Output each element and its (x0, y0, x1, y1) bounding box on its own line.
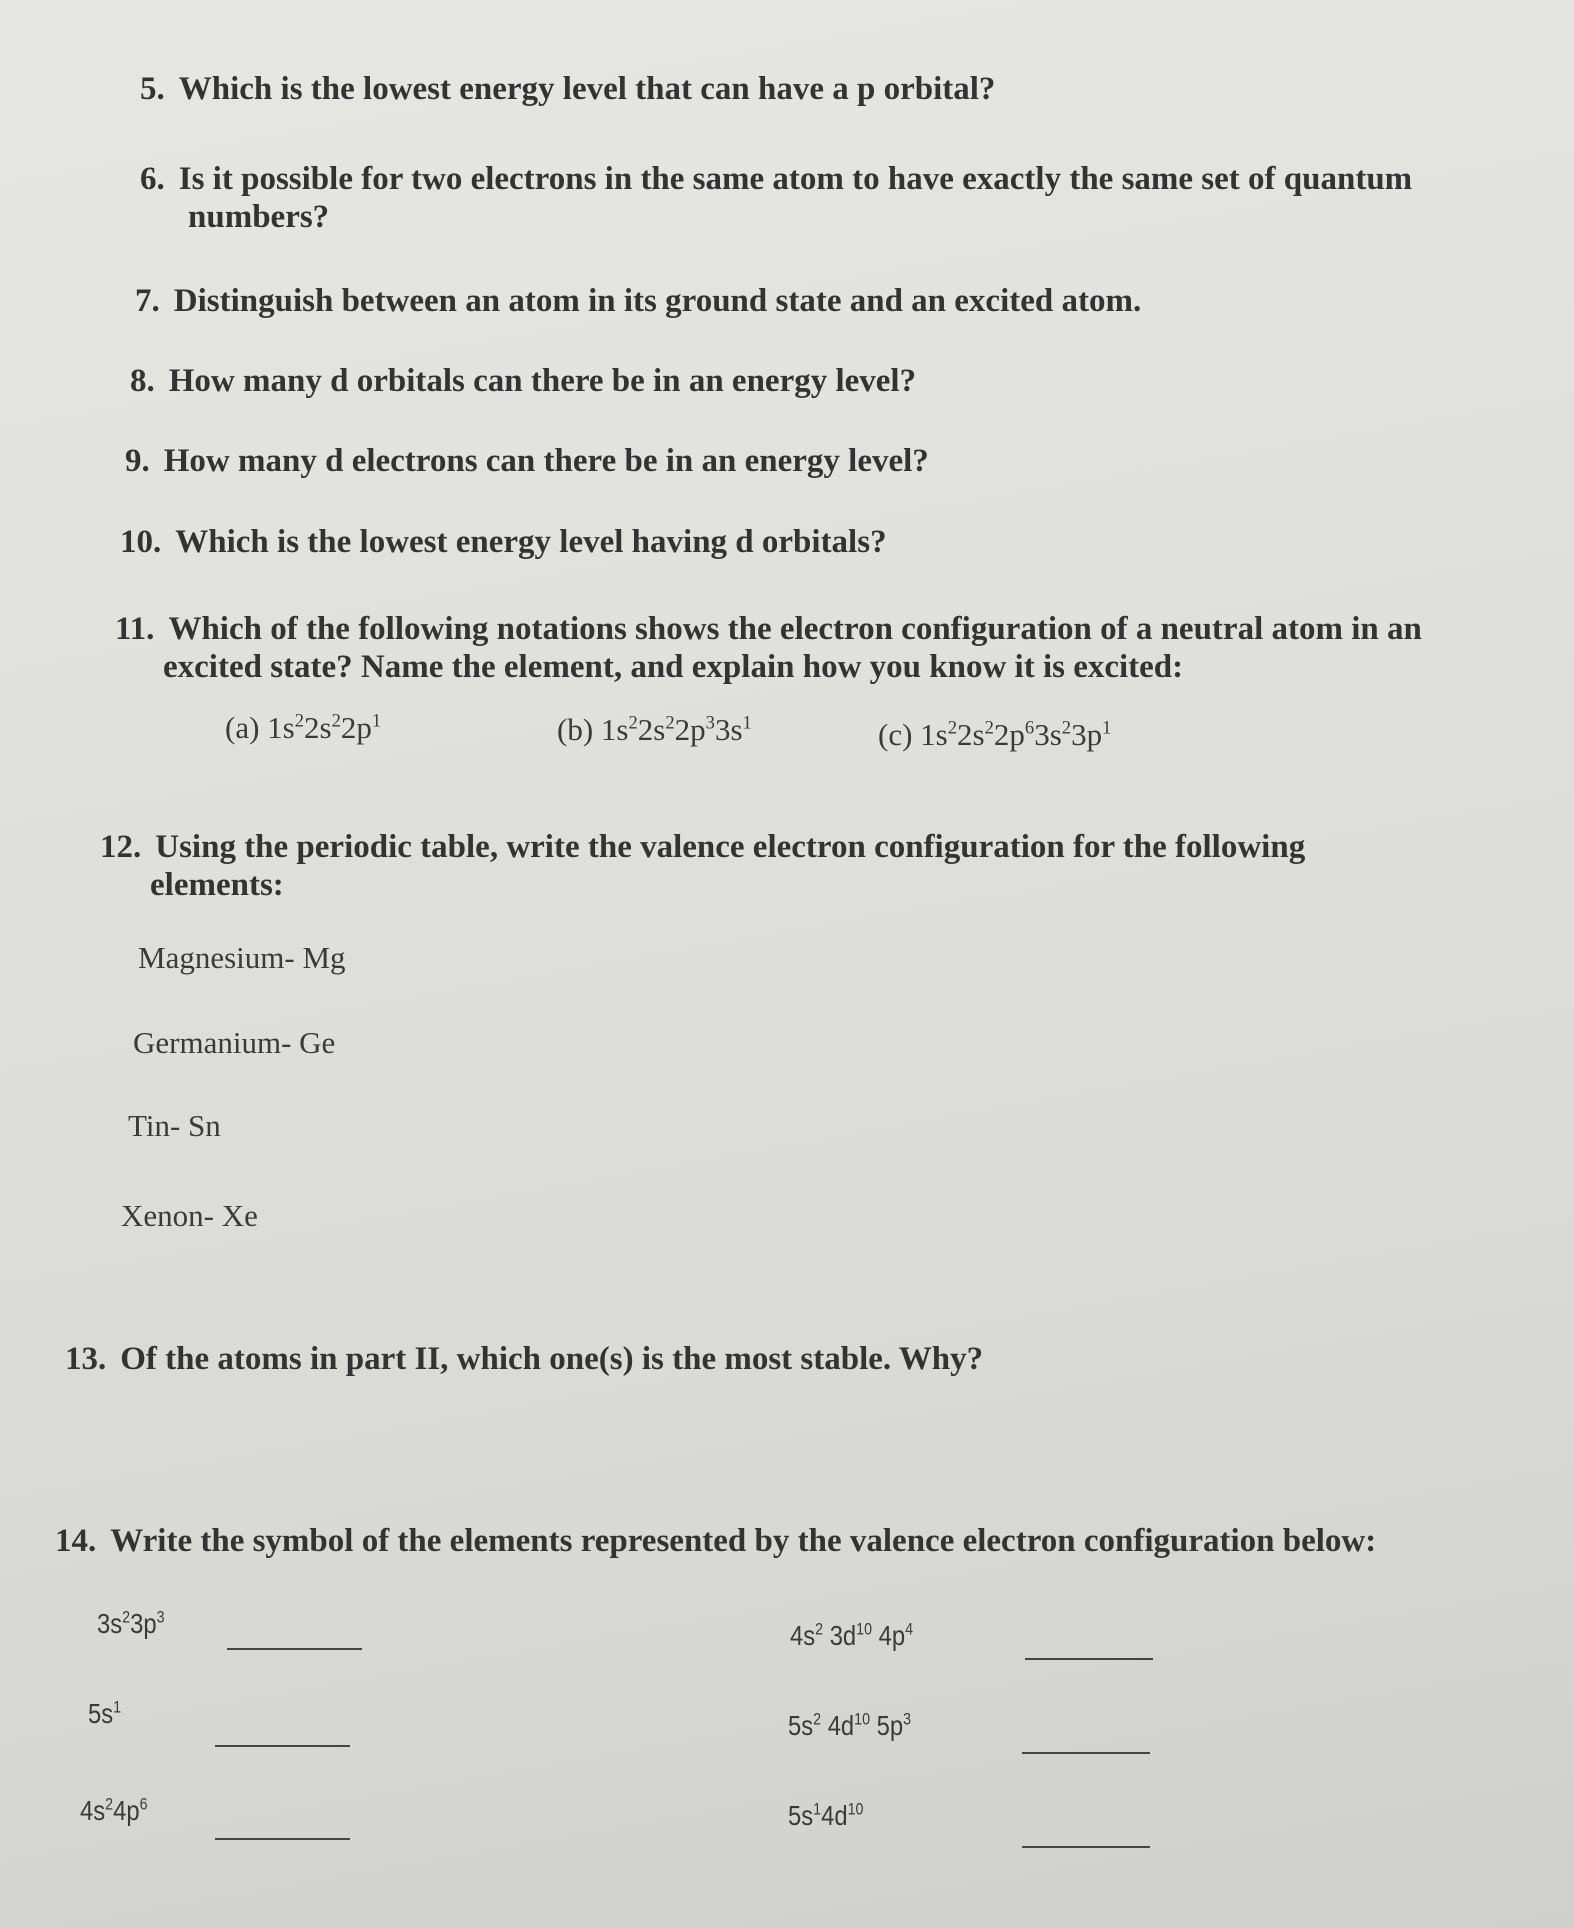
question-number: 6. (140, 161, 165, 197)
question-number: 12. (100, 829, 142, 865)
config-5s1-4d10: $5s^14d^{10}$ (788, 1799, 864, 1831)
question-8 (130, 362, 916, 400)
config-4s2-3d10-4p4: $4s^2$ $3d^{10}$ $4p^4$ (790, 1619, 914, 1651)
answer-blank[interactable] (1022, 1846, 1150, 1848)
question-text: Distinguish between an atom in its ground state and an excited atom. (173, 283, 1142, 319)
element-tin: Tin- Sn (128, 1108, 221, 1143)
element-magnesium: Magnesium- Mg (138, 940, 346, 975)
config-c: $1s^22s^22p^63s^23p^1$ (920, 717, 1112, 752)
config-a: $1s^22s^22p^1$ (267, 710, 382, 745)
question-text: Which is the lowest energy level that can have a p orbital? (178, 71, 996, 107)
question-number: 10. (120, 524, 162, 560)
question-12 (100, 828, 1490, 904)
question-10 (120, 523, 887, 561)
question-text: Write the symbol of the elements represented by the valence electron configuration below: (110, 1523, 1377, 1559)
question-text-continued: elements: (150, 867, 284, 903)
question-14 (55, 1522, 1376, 1560)
question-text: Using the periodic table, write the valence electron configuration for the following (155, 829, 1306, 865)
question-7 (135, 282, 1141, 320)
question-text-continued: numbers? (188, 199, 330, 235)
q11-option-c: (c) $1s^22s^22p^63s^23p^1$ (878, 717, 1112, 752)
config-5s2-4d10-5p3: $5s^2$ $4d^{10}$ $5p^3$ (788, 1709, 912, 1741)
question-text-continued: excited state? Name the element, and explain how you know it is excited: (163, 649, 1184, 685)
question-6 (140, 160, 1520, 236)
config-5s1: $5s^1$ (88, 1697, 122, 1729)
question-number: 7. (135, 283, 160, 319)
element-xenon: Xenon- Xe (121, 1198, 258, 1233)
question-5 (140, 70, 995, 108)
question-number: 9. (125, 443, 150, 479)
question-text: How many d electrons can there be in an energy level? (163, 443, 929, 479)
question-number: 8. (130, 363, 155, 399)
question-number: 14. (55, 1523, 97, 1559)
question-13 (65, 1340, 983, 1378)
question-text: Is it possible for two electrons in the same atom to have exactly the same set of quantum (178, 161, 1413, 197)
q11-option-b: (b) $1s^22s^22p^33s^1$ (557, 712, 752, 747)
answer-blank[interactable] (227, 1648, 362, 1650)
question-number: 13. (65, 1341, 107, 1377)
q11-option-a: (a) $1s^22s^22p^1$ (225, 710, 382, 745)
question-number: 11. (115, 611, 155, 647)
question-text: Of the atoms in part II, which one(s) is the most stable. Why? (120, 1341, 984, 1377)
answer-blank[interactable] (1022, 1752, 1150, 1754)
answer-blank[interactable] (215, 1745, 350, 1747)
config-3s2-3p3: $3s^23p^3$ (97, 1607, 165, 1639)
question-9 (125, 442, 929, 480)
question-text: How many d orbitals can there be in an energy level? (168, 363, 917, 399)
answer-blank[interactable] (215, 1838, 350, 1840)
question-11 (115, 610, 1515, 686)
config-b: $1s^22s^22p^33s^1$ (600, 712, 752, 747)
config-4s2-4p6: $4s^24p^6$ (80, 1794, 148, 1826)
question-number: 5. (140, 71, 165, 107)
question-text: Which of the following notations shows the electron configuration of a neutral atom in an (168, 611, 1422, 647)
element-germanium: Germanium- Ge (133, 1025, 336, 1060)
answer-blank[interactable] (1025, 1658, 1153, 1660)
question-text: Which is the lowest energy level having d orbitals? (175, 524, 887, 560)
